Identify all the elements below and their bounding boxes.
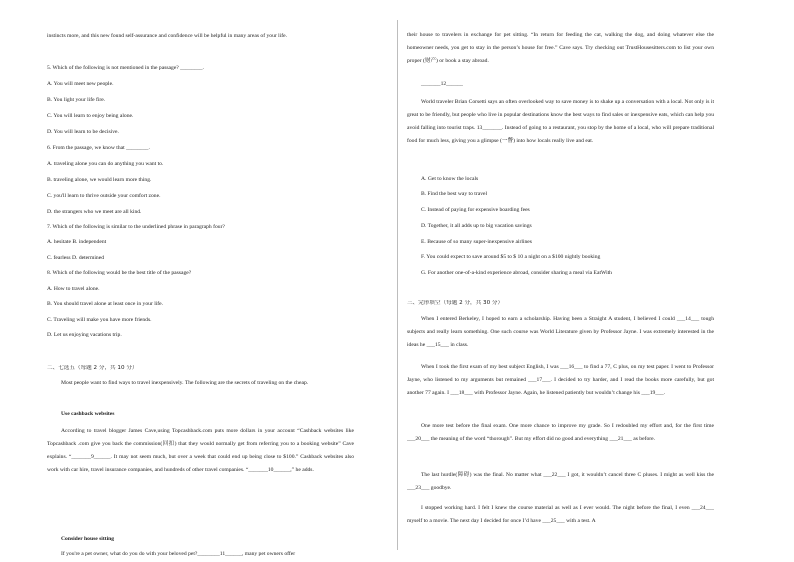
q5-option-a: A. You will meet new people. bbox=[47, 81, 114, 87]
intro-tail: instincts more, and this new found self-assurance and confidence will be helpful in many areas of your life. bbox=[47, 33, 287, 39]
option-c: C. Instead of paying for expensive boarding fees bbox=[421, 207, 530, 213]
q7-options-row1: A. hesitate B. independent bbox=[47, 239, 107, 245]
q5-option-d: D. You will learn to be decisive. bbox=[47, 129, 119, 135]
option-b: B. Find the best way to travel bbox=[421, 191, 488, 197]
section2-intro: Most people want to find ways to travel inexpensively. The following are the secrets of traveling on the cheap. bbox=[61, 380, 309, 386]
cloze-paragraph-4: The last hurdle(障碍) was the final. No matter what ___22___ I got, it wouldn’t cancel three C pluses. I might as well kiss the ___23___ goodbye. bbox=[407, 472, 714, 491]
option-f: F. You could expect to save around $5 to $ 10 a night on a $100 nightly booking bbox=[421, 254, 601, 260]
cashback-paragraph: According to travel blogger James Cave,using Topcashback.com puts more dollars in your account “Cashback websites like Topcashback .com give you back the commission(回扣) that they would normally get from referring you to a booking website” Cave explains. “_______9______. It may not seem much, but over a week that could end up being close to $100.” Cashback websites also work with car hire, travel insurance companies, and hundreds of other travel companies. “_______10______,” he adds. bbox=[47, 428, 354, 473]
option-g: G. For another one-of-a-kind experience abroad, consider sharing a meal via EatWith bbox=[421, 270, 612, 276]
q6-option-b: B. traveling alone, we would learn more thing. bbox=[47, 177, 152, 183]
cloze-paragraph-1: When I entered Berkeley, I hoped to earn a scholarship. Having been a Straight A student, I believed I could ___14___ tough subjects and really learn something. One such course was World Literature given by Professor Jayne. I was extremely interested in the ideas he ___15___ in class. bbox=[407, 316, 714, 348]
cloze-paragraph-5: I stopped working hard. I felt I knew the course material as well as I ever would. The night before the final, I even ___24___ myself to a movie. The next day I decided for once I’d have ___25___ with a test. A bbox=[407, 505, 714, 524]
q6-option-c: C. you'll learn to thrive outside your comfort zone. bbox=[47, 193, 161, 199]
q6-option-d: D. the strangers who we meet are all kind. bbox=[47, 209, 142, 215]
q6-option-a: A. traveling alone you can do anything you want to. bbox=[47, 161, 164, 167]
q7-stem: 7. Which of the following is similar to the underlined phrase in paragraph four? bbox=[47, 224, 225, 230]
blank-12: _______12______ bbox=[421, 81, 463, 87]
q8-option-d: D. Let us enjoying vacations trip. bbox=[47, 332, 122, 338]
q8-option-b: B. You should travel alone at least once in your life. bbox=[47, 301, 164, 307]
q7-options-row2: C. fearless D. determined bbox=[47, 255, 105, 261]
q8-option-c: C. Traveling will make you have more friends. bbox=[47, 317, 152, 323]
cloze-paragraph-3: One more test before the final exam. One more chance to improve my grade. So I redoubled my effort and, for the first time ___20___ the meaning of the word “thorough”. But my effort did no good and everything ___21___ as before. bbox=[407, 423, 714, 442]
q8-stem: 8. Which of the following would be the best title of the passage? bbox=[47, 270, 192, 276]
option-e: E. Because of so many super-inexpensive airlines bbox=[421, 239, 532, 245]
house-sitting-continued: their house to travelers in exchange for pet sitting. “In return for feeding the cat, walking the dog, and doing whatever else the homeowner needs, you get to stay in the person’s house for free.” Cave says. Try checking out TrustHousesitters.com to list your own proper (财产) or book a stay abroad. bbox=[407, 32, 714, 64]
option-a: A. Get to know the locals bbox=[421, 176, 479, 182]
q5-option-b: B. You light your life fire. bbox=[47, 97, 106, 103]
q6-stem: 6. From the passage, we know that ________. bbox=[47, 145, 150, 151]
q5-option-c: C. You will learn to enjoy being alone. bbox=[47, 113, 134, 119]
subheading-house-sitting: Consider house sitting bbox=[61, 536, 115, 542]
subheading-cashback: Use cashback websites bbox=[61, 411, 115, 417]
q5-stem: 5. Which of the following is not mentioned in the passage? ________. bbox=[47, 65, 204, 71]
option-d: D. Together, it all adds up to big vacation savings bbox=[421, 223, 532, 229]
house-sitting-paragraph: If you're a pet owner, what do you do with your beloved pet?________11______, many pet owners offer bbox=[61, 551, 296, 557]
q8-option-a: A. How to travel alone. bbox=[47, 286, 100, 292]
column-divider bbox=[397, 20, 398, 550]
section3-heading: 三、完形填空（每题 2 分，共 30 分） bbox=[407, 300, 504, 306]
corsetti-paragraph: World traveler Brian Corsetti says an often overlooked way to save money is to shake up a conversation with a local. Not only is it great to be friendly, but people who live in popular destinations know the best ways to find sales or inexpensive eats, which can help you avoid falling into tourist traps. 13_______. Instead of going to a restaurant, you stop by the home of a local, who will prepare traditional food for much less, giving you a glimpse (一瞥) into how locals really live and eat. bbox=[407, 99, 714, 144]
section2-heading: 二、七选五（每题 2 分，共 10 分） bbox=[47, 365, 138, 371]
cloze-paragraph-2: When I took the first exam of my best subject English, I was ___16___ to find a 77, C plus, on my test paper. I went to Professor Jayne, who listened to my arguments but remained ___17___. I decided to try harder, and I read the books more carefully, but got another 77 again. I ___18___ with Professor Jayne. Again, he listened patiently but wouldn’t change his ___19___. bbox=[407, 364, 714, 396]
